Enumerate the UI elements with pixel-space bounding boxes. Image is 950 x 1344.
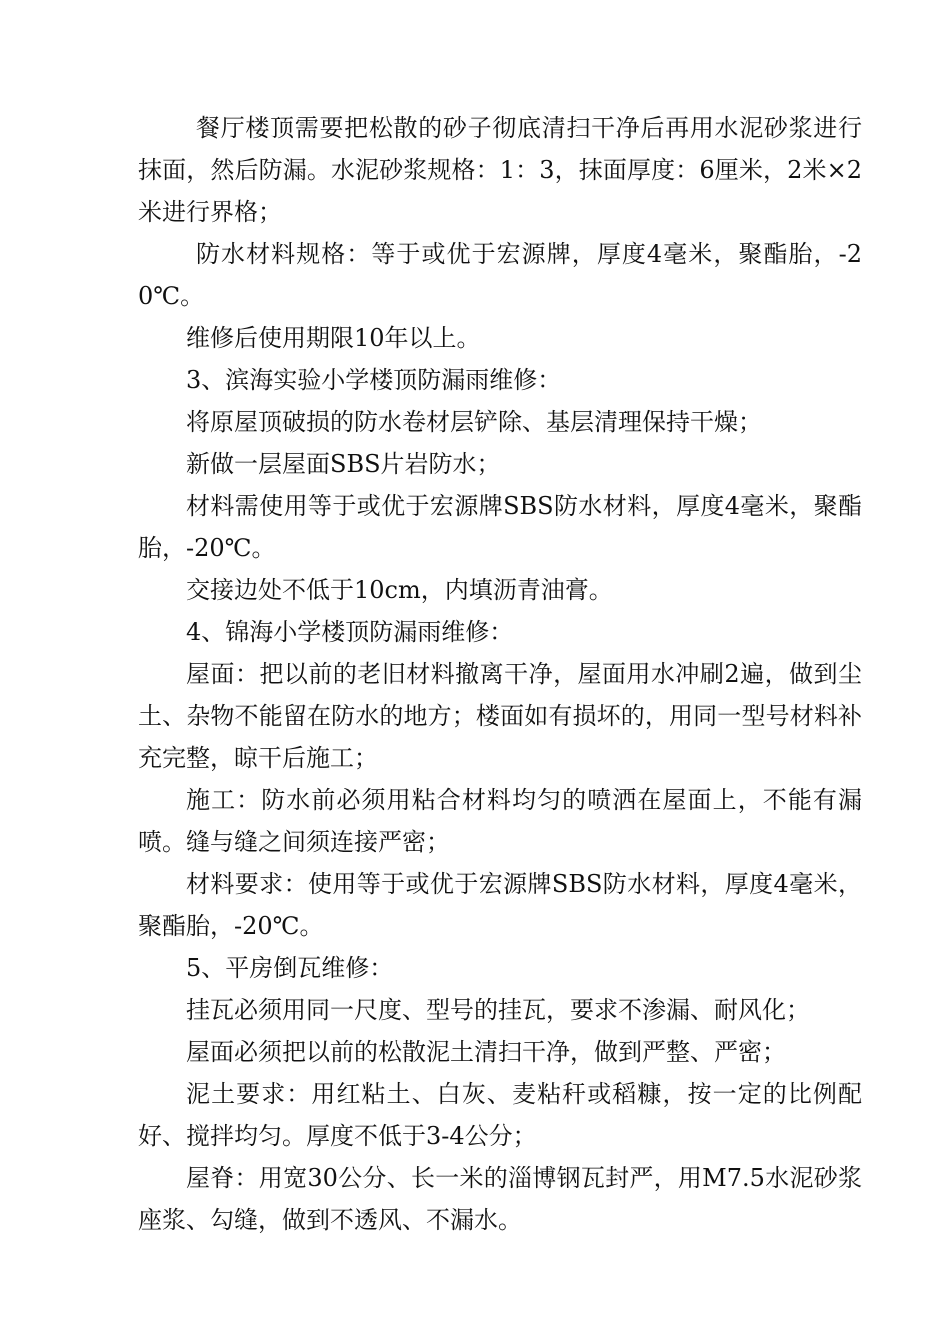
paragraph-joint-edge: 交接边处不低于10cm，内填沥青油膏。: [186, 576, 613, 604]
paragraph-construction: 施工：防水前必须用粘合材料均匀的喷洒在屋面上，不能有漏喷。缝与缝之间须连接严密；: [138, 786, 862, 856]
section-heading-5: 5、平房倒瓦维修：: [186, 954, 394, 982]
paragraph-ridge: 屋脊：用宽30公分、长一米的淄博钢瓦封严，用M7.5水泥砂浆座浆、勾缝，做到不透风、不漏水。: [138, 1164, 862, 1234]
paragraph-roof-cleaning: 屋面必须把以前的松散泥土清扫干净，做到严整、严密；: [186, 1038, 786, 1066]
paragraph-remove-old-layer: 将原屋顶破损的防水卷材层铲除、基层清理保持干燥；: [186, 408, 762, 436]
paragraph-waterproof-spec: 防水材料规格：等于或优于宏源牌，厚度4毫米，聚酯胎，-20℃。: [138, 240, 862, 310]
paragraph-material-spec-4: 材料要求：使用等于或优于宏源牌SBS防水材料，厚度4毫米，聚酯胎，-20℃。: [138, 870, 862, 940]
paragraph-new-sbs-layer: 新做一层屋面SBS片岩防水；: [186, 450, 501, 478]
paragraph-tile-requirement: 挂瓦必须用同一尺度、型号的挂瓦，要求不渗漏、耐风化；: [186, 996, 810, 1024]
document-body: [138, 107, 862, 1241]
paragraph-soil-requirement: 泥土要求：用红粘土、白灰、麦粘秆或稻糠，按一定的比例配好、搅拌均匀。厚度不低于3-4公分；: [138, 1080, 862, 1150]
section-heading-3: 3、滨海实验小学楼顶防漏雨维修：: [186, 366, 562, 394]
paragraph-service-life: 维修后使用期限10年以上。: [186, 324, 481, 352]
paragraph-roof-surface: 屋面：把以前的老旧材料撤离干净，屋面用水冲刷2遍，做到尘土、杂物不能留在防水的地方；楼面如有损坏的，用同一型号材料补充完整，晾干后施工；: [138, 660, 862, 772]
section-heading-4: 4、锦海小学楼顶防漏雨维修：: [186, 618, 514, 646]
paragraph-canteen-roof: 餐厅楼顶需要把松散的砂子彻底清扫干净后再用水泥砂浆进行抹面，然后防漏。水泥砂浆规格：1：3，抹面厚度：6厘米，2米×2米进行界格；: [138, 114, 862, 226]
paragraph-material-spec-3: 材料需使用等于或优于宏源牌SBS防水材料，厚度4毫米，聚酯胎，-20℃。: [138, 492, 862, 562]
